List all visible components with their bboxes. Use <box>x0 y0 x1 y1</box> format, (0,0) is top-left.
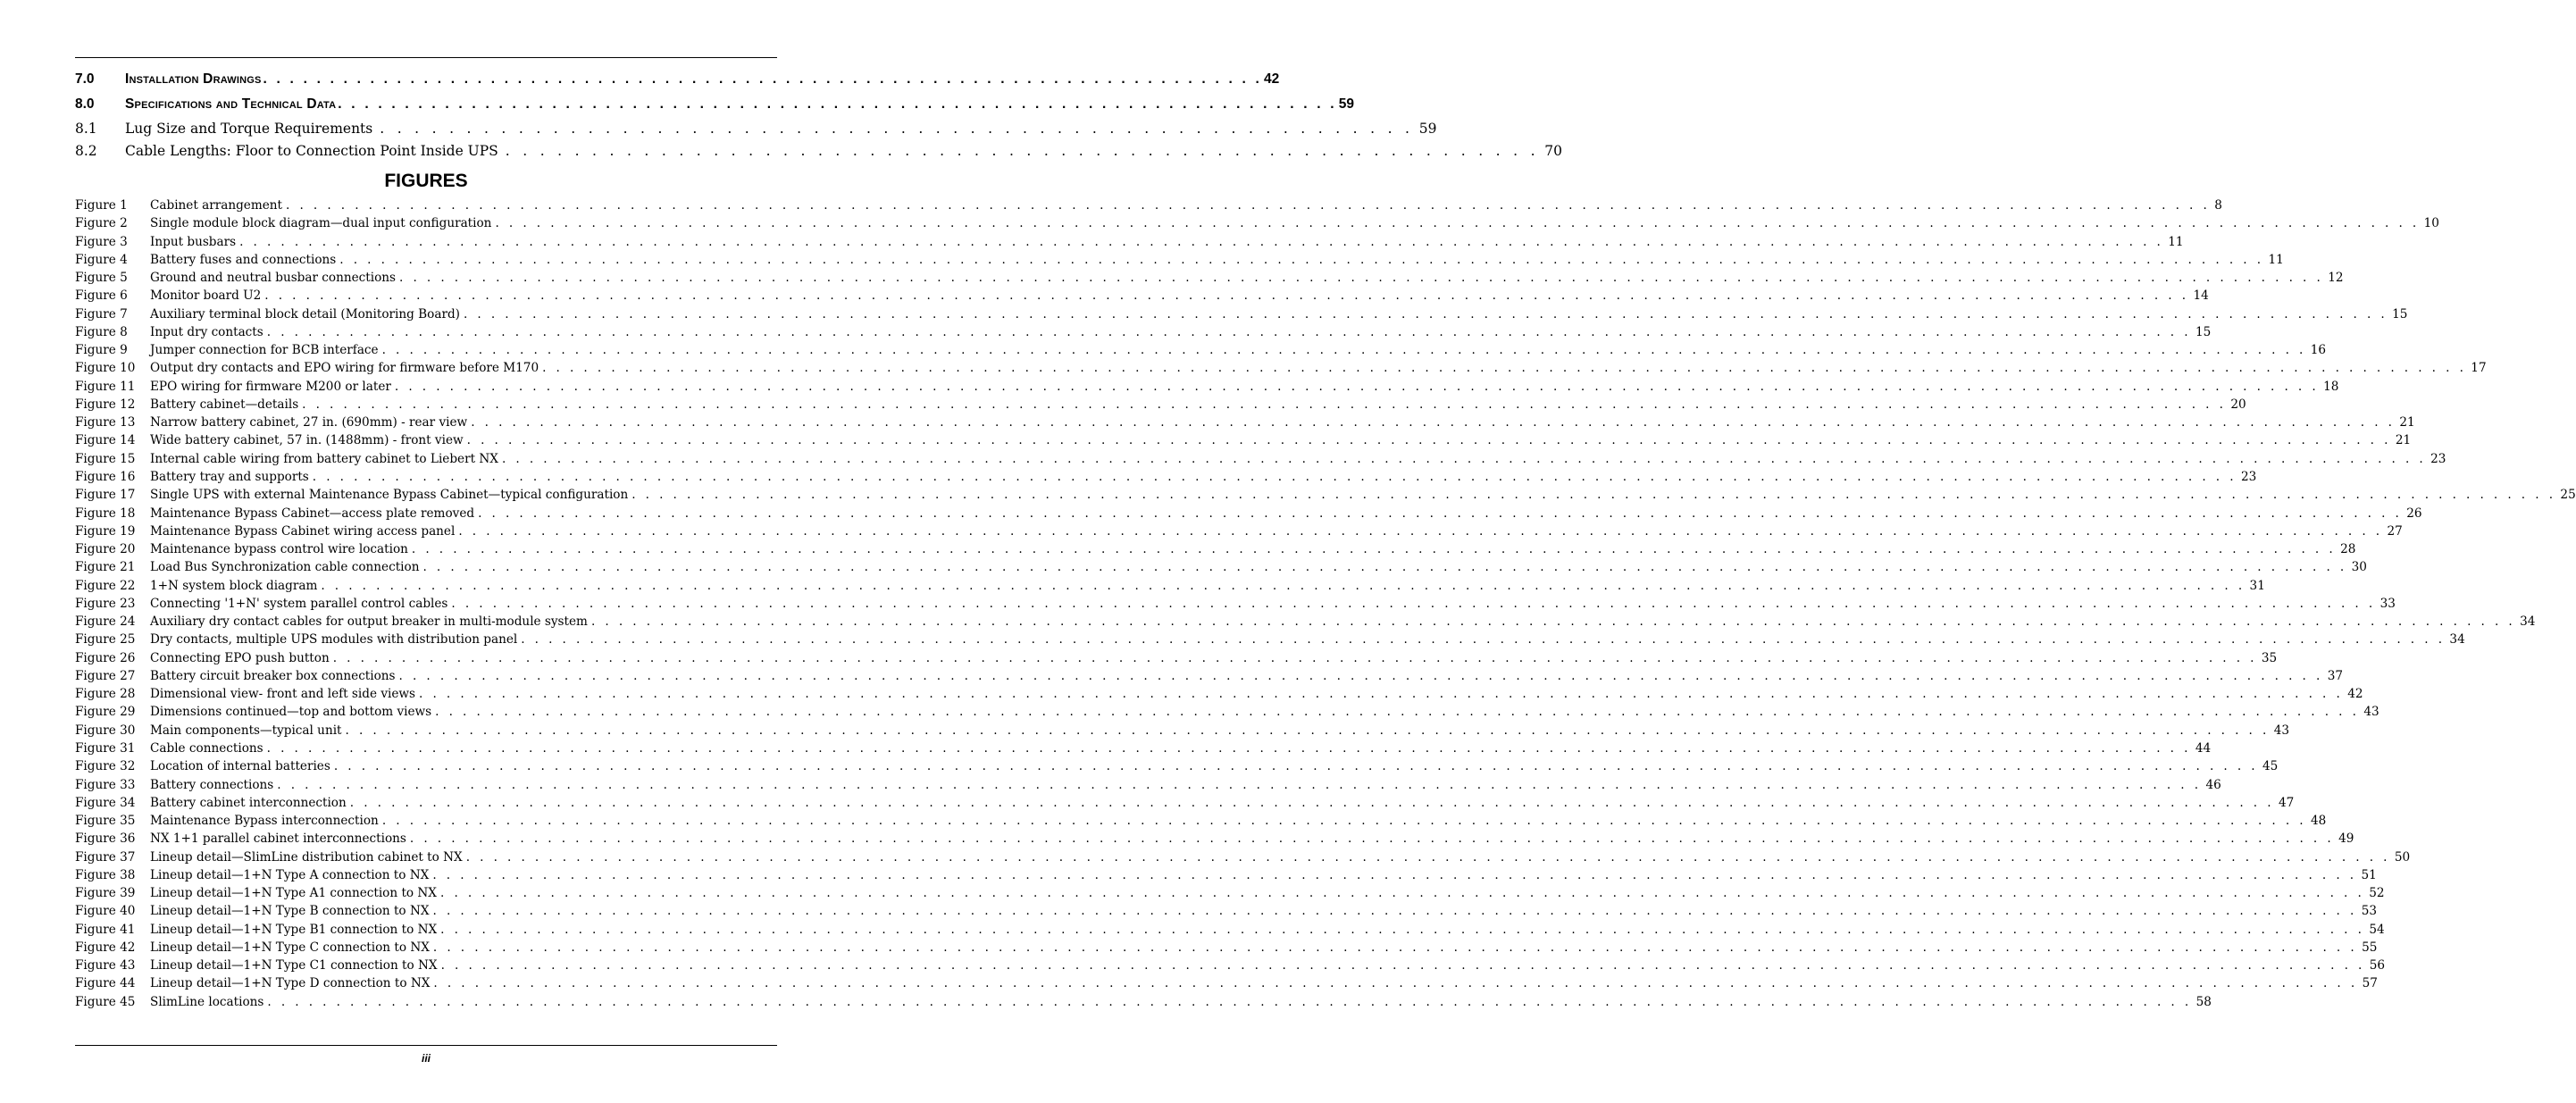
figure-page: 11 <box>2268 252 2284 267</box>
dot-leader: . . . . . . . . . . . . . . . . . . . . . . . . . . . . . . . . . . . . . . . . . . . . . . . . . . . . . . . . . . . . . . . . . . . . . . . . . . . <box>338 96 1337 112</box>
figure-label: Figure 40 <box>75 904 136 919</box>
figure-entry[interactable] <box>75 703 2379 721</box>
figure-page: 33 <box>2379 596 2396 611</box>
figure-entry[interactable] <box>75 558 2367 576</box>
dot-leader: . . . . . . . . . . . . . . . . . . . . . . . . . . . . . . . . . . . . . . . . . . . . . . . . . . . . . . . . . . . . . . . . . . . . . . . . . . . . . . . . . . . . . . . . . . . . . . . . . . . . . . . . . . . . . . . . . . . . . . . . . . . . . . . . . . . . . . . . . . . . <box>312 469 2237 484</box>
figure-page: 12 <box>2328 271 2344 286</box>
figure-title: Lineup detail—1+N Type C connection to NX <box>150 940 430 955</box>
figure-page: 52 <box>2369 886 2385 901</box>
figure-label: Figure 7 <box>75 306 128 322</box>
dot-leader: . . . . . . . . . . . . . . . . . . . . . . . . . . . . . . . . . . . . . . . . . . . . . . . . . . . . . . . . . . . . . . . . . . . . . . . . . . . . . . . . . . . . . . . . . . . . . . . . . . . . . . . . . . . . . . . . . . . . . . . . . . . . . . . . . . . . . . . . . . . . <box>432 904 2357 919</box>
figure-title: Battery cabinet—details <box>150 397 299 412</box>
bottom-rule <box>75 1045 777 1046</box>
dot-leader: . . . . . . . . . . . . . . . . . . . . . . . . . . . . . . . . . . . . . . . . . . . . . . . . . . . . . . . . . . . . . . . . . . . . . . . . . . . . . . . . . . . . . . . . . . . . . . . . . . . . . . . . . . . . . . . . . . . . . . . . . . . . . . . . . . . . . . . . . . . . <box>267 994 2192 1009</box>
figure-label: Figure 39 <box>75 886 136 901</box>
dot-leader: . . . . . . . . . . . . . . . . . . . . . . . . . . . . . . . . . . . . . . . . . . . . . . . . . . . . . . . . . . . . . . . . . . . . . . . . . . . . . . . . . . . . . . . . . . . . . . . . . . . . . . . . . . . . . . . . . . . . . . . . . . . . . . . . . . . . . . . . . . . . <box>458 523 2383 539</box>
figure-page: 44 <box>2195 740 2212 756</box>
figure-entry[interactable] <box>75 631 2465 648</box>
figure-entry[interactable] <box>75 378 2339 396</box>
figure-page: 43 <box>2363 705 2379 720</box>
figure-label: Figure 21 <box>75 560 136 575</box>
figure-page: 21 <box>2395 433 2412 448</box>
figure-entry[interactable] <box>75 993 2212 1011</box>
figures-heading: FIGURES <box>384 171 468 191</box>
figure-label: Figure 38 <box>75 867 136 882</box>
figure-page: 46 <box>2205 777 2221 792</box>
dot-leader: . . . . . . . . . . . . . . . . . . . . . . . . . . . . . . . . . . . . . . . . . . . . . . . . . . . . . . . . . . . . . . . . . . . . . . . . . . . . . . . . . . . . . . . . . . . . . . . . . . . . . . . . . . . . . . . . . . . . . . . . . . . . . . . . . . . . . . . . . . . . <box>302 397 2227 412</box>
dot-leader: . . . . . . . . . . . . . . . . . . . . . . . . . . . . . . . . . . . . . . . . . . . . . . . . . . . . . . . . . . . . . . . . . . . . . . . . . . . . . . . . . . . . . . . . . . . . . . . . . . . . . . . . . . . . . . . . . . . . . . . . . . . . . . . . . . . . . . . . . . . . <box>440 886 2365 901</box>
figure-title: Battery fuses and connections <box>150 252 337 267</box>
figure-title: Connecting '1+N' system parallel control cables <box>150 596 448 611</box>
dot-leader: . . . . . . . . . . . . . . . . . . . . . . . . . . . . . . . . . . . . . . . . . . . . . . . . . . . . . . . . . . . . <box>505 143 1540 159</box>
section-page: 42 <box>1263 71 1280 87</box>
figure-entry[interactable] <box>75 305 2408 323</box>
subsection-page: 70 <box>1544 143 1563 159</box>
figure-page: 42 <box>2347 687 2363 702</box>
figure-label: Figure 8 <box>75 324 128 339</box>
figure-entry[interactable] <box>75 812 2327 830</box>
figure-title: Dimensions continued—top and bottom views <box>150 705 432 720</box>
figure-label: Figure 2 <box>75 216 128 231</box>
figure-label: Figure 20 <box>75 542 136 557</box>
dot-leader: . . . . . . . . . . . . . . . . . . . . . . . . . . . . . . . . . . . . . . . . . . . . . . . . . . . . . . . . . . . . . . . . . . . . . . . . . . . . . . . . . . . . . . . . . . . . . . . . . . . . . . . . . . . . . . . . . . . . . . . . . . . . . . . . . . . . . . . . . . . . <box>542 361 2467 376</box>
figure-entry[interactable] <box>75 233 2184 251</box>
figure-page: 23 <box>2430 451 2446 466</box>
figure-title: Output dry contacts and EPO wiring for firmware before M170 <box>150 361 539 376</box>
figure-page: 11 <box>2168 234 2184 249</box>
dot-leader: . . . . . . . . . . . . . . . . . . . . . . . . . . . . . . . . . . . . . . . . . . . . . . . . . . . . . . . . . . . . . . . . . . . . . . . . . . . . . . . . . . . . . . . . . . . . . . . . . . . . . . . . . . . . . . . . . . . . . . . . . . . . . . . . . . . . . . . . . . . . <box>631 488 2556 503</box>
dot-leader: . . . . . . . . . . . . . . . . . . . . . . . . . . . . . . . . . . . . . . . . . . . . . . . . . . . . . . . . . . . . . . . . . . . . . . . . . . . . . . . . . . . . . . . . . . . . . . . . . . . . . . . . . . . . . . . . . . . . . . . . . . . . . . . . . . . . . . . . . . . . <box>432 940 2358 955</box>
figure-label: Figure 31 <box>75 740 136 756</box>
figure-entry[interactable] <box>75 667 2344 685</box>
top-rule <box>75 57 777 58</box>
figure-entry[interactable] <box>75 722 2290 740</box>
figure-page: 34 <box>2449 632 2465 648</box>
figure-title: Maintenance Bypass Cabinet wiring access panel <box>150 523 456 539</box>
figure-page: 14 <box>2193 288 2209 304</box>
dot-leader: . . . . . . . . . . . . . . . . . . . . . . . . . . . . . . . . . . . . . . . . . . . . . . . . . . . . . . . . . . . . . . . . . . . . . . . . . . . . . . . . . . . . . . . . . . . . . . . . . . . . . . . . . . . . . . . . . . . . . . . . . . . . . . . . . . . . . . . . . . . . <box>266 324 2191 339</box>
figure-title: Load Bus Synchronization cable connection <box>150 560 420 575</box>
figure-page: 25 <box>2560 488 2576 503</box>
figure-label: Figure 1 <box>75 198 128 213</box>
figure-label: Figure 5 <box>75 271 128 286</box>
dot-leader: . . . . . . . . . . . . . . . . . . . . . . . . . . . . . . . . . . . . . . . . . . . . . . . . . . . . . . . . . . . . . . . . . . . . . . . . . . . . . . . . . . . . . . . . . . . . . . . . . . . . . . . . . . . . . . . . . . . . . . . . . . . . . . . . . . . . . . . . . . . . <box>471 415 2396 430</box>
figure-page: 53 <box>2361 904 2378 919</box>
figure-label: Figure 45 <box>75 994 136 1009</box>
dot-leader: . . . . . . . . . . . . . . . . . . . . . . . . . . . . . . . . . . . . . . . . . . . . . . . . . . . . . . . . . . . . . . . . . . . . . . . . . . . . . . . . . . . . . . . . . . . . . . . . . . . . . . . . . . . . . . . . . . . . . . . . . . . . . . . . . . . . . . . . . . . . <box>398 668 2323 683</box>
figure-title: Lineup detail—1+N Type D connection to NX <box>150 976 431 991</box>
figure-label: Figure 14 <box>75 433 136 448</box>
figure-page: 56 <box>2369 958 2386 973</box>
figure-label: Figure 9 <box>75 343 128 358</box>
figure-page: 34 <box>2520 614 2536 630</box>
figure-page: 16 <box>2310 343 2327 358</box>
dot-leader: . . . . . . . . . . . . . . . . . . . . . . . . . . . . . . . . . . . . . . . . . . . . . . . . . . . . . . . . . . . . . . . . . . . . . . . . . . . . . . . . . . . . . . . . . . . . . . . . . . . . . . . . . . . . . . . . . . . . . . . . . . . . . . . . . . . . . . . . . . . . <box>411 542 2337 557</box>
figure-title: Ground and neutral busbar connections <box>150 271 396 286</box>
figure-label: Figure 29 <box>75 705 136 720</box>
dot-leader: . . . . . . . . . . . . . . . . . . . . . . . . . . . . . . . . . . . . . . . . . . . . . . . . . . . . . . . . . . . . . . . . . . . . . . . . . . . . . . . . . . . . . . . . . . . . . . . . . . . . . . . . . . . . . . . . . . . . . . . . . . . . . . . . . . . . . . . . . . . . <box>495 216 2420 231</box>
dot-leader: . . . . . . . . . . . . . . . . . . . . . . . . . . . . . . . . . . . . . . . . . . . . . . . . . . . . . . . . . . . . . . . . . . . . . . . . . . . . . . . . . . . . . . . . . . . . . . . . . . . . . . . . . . . . . . . . . . . . . . . . . . . . . . . . . . . . . . . . . . . . <box>332 650 2257 665</box>
dot-leader: . . . . . . . . . . . . . . . . . . . . . . . . . . . . . . . . . . . . . . . . . . . . . . . . . . . . . . . . . . . . . . . . . . . . . . . . . . . . . . . . . . . . . . . . . . . . . . . . . . . . . . . . . . . . . . . . . . . . . . . . . . . . . . . . . . . . . . . . . . . . <box>465 849 2390 865</box>
figure-entry[interactable] <box>75 974 2378 992</box>
figure-title: Cabinet arrangement <box>150 198 282 213</box>
figure-entry[interactable] <box>75 486 2576 504</box>
figures-list <box>75 196 2576 1011</box>
figure-title: NX 1+1 parallel cabinet interconnections <box>150 831 406 847</box>
figure-title: Auxiliary dry contact cables for output breaker in multi-module system <box>150 614 588 630</box>
figure-entry[interactable] <box>75 251 2284 269</box>
figure-title: Narrow battery cabinet, 27 in. (690mm) - rear view <box>150 415 468 430</box>
figure-entry[interactable] <box>75 341 2327 359</box>
dot-leader: . . . . . . . . . . . . . . . . . . . . . . . . . . . . . . . . . . . . . . . . . . . . . . . . . . . . . . . . . . . . . . . . . . . . . . . . . . . . . . . . . . . . . . . . . . . . . . . . . . . . . . . . . . . . . . . . . . . . . . . . . . . . . . . . . . . . . . . . . . . . <box>321 578 2246 593</box>
figure-label: Figure 25 <box>75 632 136 648</box>
toc-subsection-8-1[interactable] <box>75 121 1437 137</box>
figure-page: 31 <box>2249 578 2265 593</box>
figure-title: Lineup detail—1+N Type A1 connection to NX <box>150 886 437 901</box>
figure-entry[interactable] <box>75 776 2221 794</box>
dot-leader: . . . . . . . . . . . . . . . . . . . . . . . . . . . . . . . . . . . . . . . . . . . . . . . . . . . . . . . . . . . . . . . . . . . . . . . . . . . . . . . . . . . . . . . . . . . . . . . . . . . . . . . . . . . . . . . . . . . . . . . . . . . . . . . . . . . . . . . . . . . . <box>394 379 2320 394</box>
figure-entry[interactable] <box>75 468 2257 486</box>
dot-leader: . . . . . . . . . . . . . . . . . . . . . . . . . . . . . . . . . . . . . . . . . . . . . . . . . . . . . . . . . . . . . . . . . . . . . . . . . . . . . . . . . . . . . . . . . . . . . . . . . . . . . . . . . . . . . . . . . . . . . . . . . . . . . . . . . . . . . . . . . . . . <box>463 306 2388 322</box>
dot-leader: . . . . . . . . . . . . . . . . . . . . . . . . . . . . . . . . . . . . . . . . . . . . . . . . . . . . . . . . . . . . . . . . . . . . . . . . . . . . . . . . . . . . . . . . . . . . . . . . . . . . . . . . . . . . . . . . . . . . . . . . . . . . . . . . . . . . . . . . . . . . <box>399 271 2324 286</box>
figure-title: Lineup detail—SlimLine distribution cabinet to NX <box>150 849 463 865</box>
figure-page: 50 <box>2394 849 2411 865</box>
figure-page: 35 <box>2261 650 2278 665</box>
figure-entry[interactable] <box>75 957 2386 974</box>
figure-page: 23 <box>2240 469 2257 484</box>
figure-title: Input busbars <box>150 234 237 249</box>
figure-label: Figure 42 <box>75 940 136 955</box>
figure-entry[interactable] <box>75 196 2222 214</box>
figure-entry[interactable] <box>75 685 2363 703</box>
figure-label: Figure 18 <box>75 506 136 521</box>
figure-page: 51 <box>2361 867 2377 882</box>
subsection-number: 8.1 <box>75 121 97 137</box>
figure-page: 21 <box>2399 415 2415 430</box>
dot-leader: . . . . . . . . . . . . . . . . . . . . . . . . . . . . . . . . . . . . . . . . . . . . . . . . . . . . . . . . . . . . . . . . . . . . . . . . . . . . . . . . . . . . . . . . . . . . . . . . . . . . . . . . . . . . . . . . . . . . . . . . . . . . . . . . . . . . . . . . . . . . <box>478 506 2403 521</box>
section-title: Installation Drawings <box>125 71 262 87</box>
figure-title: Battery cabinet interconnection <box>150 795 347 810</box>
section-number: 8.0 <box>75 96 95 112</box>
figure-page: 27 <box>2387 523 2403 539</box>
figure-page: 17 <box>2471 361 2487 376</box>
figure-entry[interactable] <box>75 414 2415 431</box>
figure-page: 49 <box>2338 831 2354 847</box>
figure-title: Lineup detail—1+N Type C1 connection to NX <box>150 958 438 973</box>
section-number: 7.0 <box>75 71 95 87</box>
section-page: 59 <box>1338 96 1354 112</box>
figure-entry[interactable] <box>75 649 2278 667</box>
figure-title: Connecting EPO push button <box>150 650 330 665</box>
figure-entry[interactable] <box>75 939 2378 957</box>
figure-page: 30 <box>2351 560 2367 575</box>
figure-label: Figure 43 <box>75 958 136 973</box>
figure-label: Figure 19 <box>75 523 136 539</box>
figure-label: Figure 10 <box>75 361 136 376</box>
figure-title: Maintenance bypass control wire location <box>150 542 408 557</box>
figure-entry[interactable] <box>75 830 2354 848</box>
figure-entry[interactable] <box>75 757 2279 775</box>
figure-entry[interactable] <box>75 431 2412 449</box>
figure-title: Battery circuit breaker box connections <box>150 668 396 683</box>
figure-label: Figure 36 <box>75 831 136 847</box>
subsection-page: 59 <box>1418 121 1437 137</box>
figure-label: Figure 22 <box>75 578 136 593</box>
figure-page: 57 <box>2362 976 2378 991</box>
dot-leader: . . . . . . . . . . . . . . . . . . . . . . . . . . . . . . . . . . . . . . . . . . . . . . . . . . . . . . . . . . . . . . . . . . . . . . . . . . . . . . . . . . . . . . . . . . . . . . . . . . . . . . . . . . . . . . . . . . . . . . . . . . . . . . . . . . . . . . . . . . . . <box>433 976 2358 991</box>
figure-page: 18 <box>2323 379 2339 394</box>
dot-leader: . . . . . . . . . . . . . . . . . . . . . . . . . . . . . . . . . . . . . . . . . . . . . . . . . . . . . . . . . . . . . . . . . . . . . . . . . . . <box>263 71 1262 87</box>
figure-label: Figure 13 <box>75 415 136 430</box>
dot-leader: . . . . . . . . . . . . . . . . . . . . . . . . . . . . . . . . . . . . . . . . . . . . . . . . . . . . . . . . . . . . . . . . . . . . . . . . . . . . . . . . . . . . . . . . . . . . . . . . . . . . . . . . . . . . . . . . . . . . . . . . . . . . . . . . . . . . . . . . . . . . <box>339 252 2264 267</box>
figure-label: Figure 30 <box>75 723 136 738</box>
figure-entry[interactable] <box>75 794 2295 812</box>
figure-page: 28 <box>2340 542 2356 557</box>
figure-entry[interactable] <box>75 921 2385 939</box>
figure-entry[interactable] <box>75 848 2411 866</box>
dot-leader: . . . . . . . . . . . . . . . . . . . . . . . . . . . . . . . . . . . . . . . . . . . . . . . . . . . . . . . . . . . . . . . . . . . . . . . . . . . . . . . . . . . . . . . . . . . . . . . . . . . . . . . . . . . . . . . . . . . . . . . . . . . . . . . . . . . . . . . . . . . . <box>333 759 2259 774</box>
figure-title: Cable connections <box>150 740 263 756</box>
figure-entry[interactable] <box>75 522 2403 540</box>
figure-entry[interactable] <box>75 287 2209 305</box>
figure-title: Battery tray and supports <box>150 469 309 484</box>
figure-label: Figure 23 <box>75 596 136 611</box>
figure-title: Auxiliary terminal block detail (Monitoring Board) <box>150 306 460 322</box>
toc-section-8[interactable] <box>75 96 1354 113</box>
dot-leader: . . . . . . . . . . . . . . . . . . . . . . . . . . . . . . . . . . . . . . . . . . . . . . . . . . . . . . . . . . . . . . . . . . . . . . . . . . . . . . . . . . . . . . . . . . . . . . . . . . . . . . . . . . . . . . . . . . . . . . . . . . . . . . . . . . . . . . . . . . . . <box>440 958 2365 973</box>
figure-label: Figure 37 <box>75 849 136 865</box>
figure-label: Figure 4 <box>75 252 128 267</box>
dot-leader: . . . . . . . . . . . . . . . . . . . . . . . . . . . . . . . . . . . . . . . . . . . . . . . . . . . . . . . . . . . . . . . . . . . . . . . . . . . . . . . . . . . . . . . . . . . . . . . . . . . . . . . . . . . . . . . . . . . . . . . . . . . . . . . . . . . . . . . . . . . . <box>239 234 2164 249</box>
dot-leader: . . . . . . . . . . . . . . . . . . . . . . . . . . . . . . . . . . . . . . . . . . . . . . . . . . . . . . . . . . . . . . . . . . . . . . . . . . . . . . . . . . . . . . . . . . . . . . . . . . . . . . . . . . . . . . . . . . . . . . . . . . . . . . . . . . . . . . . . . . . . <box>440 922 2365 937</box>
figure-title: Single module block diagram—dual input configuration <box>150 216 492 231</box>
dot-leader: . . . . . . . . . . . . . . . . . . . . . . . . . . . . . . . . . . . . . . . . . . . . . . . . . . . . . . . . . . . . . . . . . . . . . . . . . . . . . . . . . . . . . . . . . . . . . . . . . . . . . . . . . . . . . . . . . . . . . . . . . . . . . . . . . . . . . . . . . . . . <box>264 288 2189 304</box>
dot-leader: . . . . . . . . . . . . . . . . . . . . . . . . . . . . . . . . . . . . . . . . . . . . . . . . . . . . . . . . . . . . . . . . . . . . . . . . . . . . . . . . . . . . . . . . . . . . . . . . . . . . . . . . . . . . . . . . . . . . . . . . . . . . . . . . . . . . . . . . . . . . <box>286 198 2211 213</box>
figure-entry[interactable] <box>75 450 2446 468</box>
figure-label: Figure 28 <box>75 687 136 702</box>
dot-leader: . . . . . . . . . . . . . . . . . . . . . . . . . . . . . . . . . . . . . . . . . . . . . . . . . . . . . . . . . . . . . . . . . . . . . . . . . . . . . . . . . . . . . . . . . . . . . . . . . . . . . . . . . . . . . . . . . . . . . . . . . . . . . . . . . . . . . . . . . . . . <box>590 614 2516 630</box>
figure-title: 1+N system block diagram <box>150 578 318 593</box>
figure-title: Maintenance Bypass interconnection <box>150 814 379 829</box>
figure-label: Figure 32 <box>75 759 136 774</box>
figure-entry[interactable] <box>75 396 2246 414</box>
figure-page: 55 <box>2362 940 2378 955</box>
dot-leader: . . . . . . . . . . . . . . . . . . . . . . . . . . . . . . . . . . . . . . . . . . . . . . . . . . . . . . . . . . . . <box>380 121 1414 137</box>
figure-label: Figure 3 <box>75 234 128 249</box>
dot-leader: . . . . . . . . . . . . . . . . . . . . . . . . . . . . . . . . . . . . . . . . . . . . . . . . . . . . . . . . . . . . . . . . . . . . . . . . . . . . . . . . . . . . . . . . . . . . . . . . . . . . . . . . . . . . . . . . . . . . . . . . . . . . . . . . . . . . . . . . . . . . <box>381 343 2306 358</box>
figure-entry[interactable] <box>75 595 2396 613</box>
figure-label: Figure 12 <box>75 397 136 412</box>
figure-page: 47 <box>2278 795 2295 810</box>
section-title: Specifications and Technical Data <box>125 96 337 112</box>
subsection-title: Cable Lengths: Floor to Connection Point Inside UPS <box>125 143 498 159</box>
figure-title: Monitor board U2 <box>150 288 262 304</box>
figure-title: Main components—typical unit <box>150 723 342 738</box>
dot-leader: . . . . . . . . . . . . . . . . . . . . . . . . . . . . . . . . . . . . . . . . . . . . . . . . . . . . . . . . . . . . . . . . . . . . . . . . . . . . . . . . . . . . . . . . . . . . . . . . . . . . . . . . . . . . . . . . . . . . . . . . . . . . . . . . . . . . . . . . . . . . <box>521 632 2446 648</box>
figure-title: Wide battery cabinet, 57 in. (1488mm) - front view <box>150 433 464 448</box>
figure-page: 15 <box>2195 324 2212 339</box>
dot-leader: . . . . . . . . . . . . . . . . . . . . . . . . . . . . . . . . . . . . . . . . . . . . . . . . . . . . . . . . . . . . . . . . . . . . . . . . . . . . . . . . . . . . . . . . . . . . . . . . . . . . . . . . . . . . . . . . . . . . . . . . . . . . . . . . . . . . . . . . . . . . <box>277 777 2202 792</box>
figure-entry[interactable] <box>75 214 2439 232</box>
figure-title: Input dry contacts <box>150 324 263 339</box>
figure-title: Dry contacts, multiple UPS modules with distribution panel <box>150 632 518 648</box>
figure-title: SlimLine locations <box>150 994 264 1009</box>
figure-label: Figure 17 <box>75 488 136 503</box>
figure-entry[interactable] <box>75 359 2487 377</box>
figure-page: 10 <box>2423 216 2439 231</box>
figure-entry[interactable] <box>75 323 2212 341</box>
dot-leader: . . . . . . . . . . . . . . . . . . . . . . . . . . . . . . . . . . . . . . . . . . . . . . . . . . . . . . . . . . . . . . . . . . . . . . . . . . . . . . . . . . . . . . . . . . . . . . . . . . . . . . . . . . . . . . . . . . . . . . . . . . . . . . . . . . . . . . . . . . . . <box>466 433 2391 448</box>
dot-leader: . . . . . . . . . . . . . . . . . . . . . . . . . . . . . . . . . . . . . . . . . . . . . . . . . . . . . . . . . . . . . . . . . . . . . . . . . . . . . . . . . . . . . . . . . . . . . . . . . . . . . . . . . . . . . . . . . . . . . . . . . . . . . . . . . . . . . . . . . . . . <box>345 723 2270 738</box>
dot-leader: . . . . . . . . . . . . . . . . . . . . . . . . . . . . . . . . . . . . . . . . . . . . . . . . . . . . . . . . . . . . . . . . . . . . . . . . . . . . . . . . . . . . . . . . . . . . . . . . . . . . . . . . . . . . . . . . . . . . . . . . . . . . . . . . . . . . . . . . . . . . <box>409 831 2335 847</box>
figure-entry[interactable] <box>75 540 2356 558</box>
dot-leader: . . . . . . . . . . . . . . . . . . . . . . . . . . . . . . . . . . . . . . . . . . . . . . . . . . . . . . . . . . . . . . . . . . . . . . . . . . . . . . . . . . . . . . . . . . . . . . . . . . . . . . . . . . . . . . . . . . . . . . . . . . . . . . . . . . . . . . . . . . . . <box>432 867 2357 882</box>
dot-leader: . . . . . . . . . . . . . . . . . . . . . . . . . . . . . . . . . . . . . . . . . . . . . . . . . . . . . . . . . . . . . . . . . . . . . . . . . . . . . . . . . . . . . . . . . . . . . . . . . . . . . . . . . . . . . . . . . . . . . . . . . . . . . . . . . . . . . . . . . . . . <box>435 705 2360 720</box>
toc-subsection-8-2[interactable] <box>75 143 1563 159</box>
figure-label: Figure 27 <box>75 668 136 683</box>
figure-page: 15 <box>2392 306 2408 322</box>
figure-page: 43 <box>2273 723 2290 738</box>
figure-page: 37 <box>2327 668 2344 683</box>
figure-page: 26 <box>2406 506 2422 521</box>
dot-leader: . . . . . . . . . . . . . . . . . . . . . . . . . . . . . . . . . . . . . . . . . . . . . . . . . . . . . . . . . . . . . . . . . . . . . . . . . . . . . . . . . . . . . . . . . . . . . . . . . . . . . . . . . . . . . . . . . . . . . . . . . . . . . . . . . . . . . . . . . . . . <box>451 596 2376 611</box>
figure-page: 20 <box>2230 397 2246 412</box>
dot-leader: . . . . . . . . . . . . . . . . . . . . . . . . . . . . . . . . . . . . . . . . . . . . . . . . . . . . . . . . . . . . . . . . . . . . . . . . . . . . . . . . . . . . . . . . . . . . . . . . . . . . . . . . . . . . . . . . . . . . . . . . . . . . . . . . . . . . . . . . . . . . <box>349 795 2274 810</box>
figure-entry[interactable] <box>75 902 2378 920</box>
figure-title: Single UPS with external Maintenance Bypass Cabinet—typical configuration <box>150 488 629 503</box>
figure-page: 54 <box>2369 922 2385 937</box>
figure-label: Figure 24 <box>75 614 136 630</box>
toc-section-7[interactable] <box>75 71 1280 88</box>
figure-label: Figure 41 <box>75 922 136 937</box>
subsection-number: 8.2 <box>75 143 97 159</box>
figure-title: Lineup detail—1+N Type B1 connection to NX <box>150 922 438 937</box>
dot-leader: . . . . . . . . . . . . . . . . . . . . . . . . . . . . . . . . . . . . . . . . . . . . . . . . . . . . . . . . . . . . . . . . . . . . . . . . . . . . . . . . . . . . . . . . . . . . . . . . . . . . . . . . . . . . . . . . . . . . . . . . . . . . . . . . . . . . . . . . . . . . <box>501 451 2427 466</box>
figure-entry[interactable] <box>75 505 2422 522</box>
figure-title: Dimensional view- front and left side views <box>150 687 416 702</box>
figure-label: Figure 15 <box>75 451 136 466</box>
figure-entry[interactable] <box>75 613 2536 631</box>
figure-entry[interactable] <box>75 866 2377 884</box>
figure-label: Figure 44 <box>75 976 136 991</box>
figure-title: EPO wiring for firmware M200 or later <box>150 379 391 394</box>
figure-entry[interactable] <box>75 269 2344 287</box>
figure-page: 58 <box>2195 994 2212 1009</box>
figure-title: Internal cable wiring from battery cabinet to Liebert NX <box>150 451 498 466</box>
dot-leader: . . . . . . . . . . . . . . . . . . . . . . . . . . . . . . . . . . . . . . . . . . . . . . . . . . . . . . . . . . . . . . . . . . . . . . . . . . . . . . . . . . . . . . . . . . . . . . . . . . . . . . . . . . . . . . . . . . . . . . . . . . . . . . . . . . . . . . . . . . . . <box>266 740 2191 756</box>
figure-entry[interactable] <box>75 577 2265 595</box>
figure-title: Location of internal batteries <box>150 759 330 774</box>
figure-title: Lineup detail—1+N Type B connection to NX <box>150 904 430 919</box>
figure-label: Figure 26 <box>75 650 136 665</box>
figure-label: Figure 11 <box>75 379 136 394</box>
figure-title: Lineup detail—1+N Type A connection to NX <box>150 867 430 882</box>
subsection-title: Lug Size and Torque Requirements <box>125 121 373 137</box>
figure-label: Figure 35 <box>75 814 136 829</box>
figure-label: Figure 6 <box>75 288 128 304</box>
figure-title: Battery connections <box>150 777 274 792</box>
figure-label: Figure 33 <box>75 777 136 792</box>
dot-leader: . . . . . . . . . . . . . . . . . . . . . . . . . . . . . . . . . . . . . . . . . . . . . . . . . . . . . . . . . . . . . . . . . . . . . . . . . . . . . . . . . . . . . . . . . . . . . . . . . . . . . . . . . . . . . . . . . . . . . . . . . . . . . . . . . . . . . . . . . . . . <box>419 687 2344 702</box>
figure-page: 48 <box>2311 814 2327 829</box>
figure-entry[interactable] <box>75 884 2385 902</box>
figure-entry[interactable] <box>75 740 2212 757</box>
figure-title: Maintenance Bypass Cabinet—access plate removed <box>150 506 475 521</box>
dot-leader: . . . . . . . . . . . . . . . . . . . . . . . . . . . . . . . . . . . . . . . . . . . . . . . . . . . . . . . . . . . . . . . . . . . . . . . . . . . . . . . . . . . . . . . . . . . . . . . . . . . . . . . . . . . . . . . . . . . . . . . . . . . . . . . . . . . . . . . . . . . . <box>422 560 2347 575</box>
figure-label: Figure 16 <box>75 469 136 484</box>
dot-leader: . . . . . . . . . . . . . . . . . . . . . . . . . . . . . . . . . . . . . . . . . . . . . . . . . . . . . . . . . . . . . . . . . . . . . . . . . . . . . . . . . . . . . . . . . . . . . . . . . . . . . . . . . . . . . . . . . . . . . . . . . . . . . . . . . . . . . . . . . . . . <box>381 814 2306 829</box>
figure-title: Jumper connection for BCB interface <box>150 343 379 358</box>
figure-page: 8 <box>2214 198 2222 213</box>
figure-label: Figure 34 <box>75 795 136 810</box>
page-number: iii <box>421 1052 431 1065</box>
figure-page: 45 <box>2262 759 2279 774</box>
